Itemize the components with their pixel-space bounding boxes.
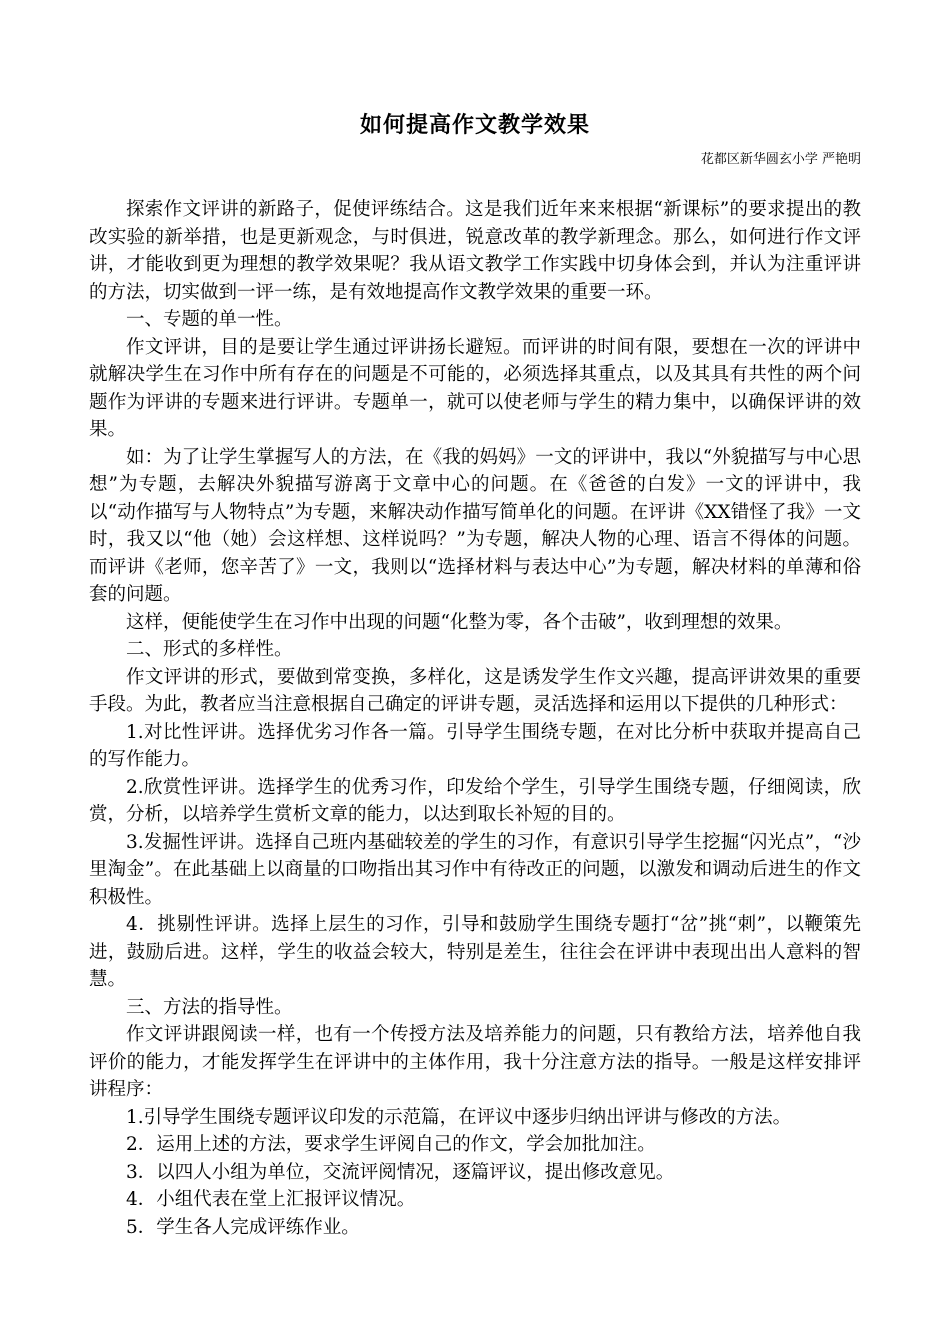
list-item: 2.欣赏性评讲。选择学生的优秀习作，印发给个学生，引导学生围绕专题，仔细阅读，欣赏，分析，以培养学生赏析文章的能力，以达到取长补短的目的。 bbox=[89, 776, 861, 825]
section-heading: 二、形式的多样性。 bbox=[126, 639, 293, 660]
list-item: 1.对比性评讲。选择优劣习作各一篇。引导学生围绕专题，在对比分析中获取并提高自己的写作能力。 bbox=[89, 721, 861, 770]
body-paragraph: 作文评讲的形式，要做到常变换，多样化，这是诱发学生作文兴趣，提高评讲效果的重要手段。为此，教者应当注意根据自己确定的评讲专题，灵活选择和运用以下提供的几种形式： bbox=[89, 666, 861, 715]
document-page bbox=[89, 0, 861, 1344]
body-paragraph: 作文评讲跟阅读一样，也有一个传授方法及培养能力的问题，只有教给方法，培养他自我评价的能力，才能发挥学生在评讲中的主体作用，我十分注意方法的指导。一般是这样安排评讲程序： bbox=[89, 1024, 861, 1100]
list-item: 4．小组代表在堂上汇报评议情况。 bbox=[126, 1189, 416, 1210]
document-author: 花都区新华圆玄小学 严艳明 bbox=[700, 152, 861, 167]
list-item: 3.发掘性评讲。选择自己班内基础较差的学生的习作，有意识引导学生挖掘“闪光点”，“沙里淘金”。在此基础上以商量的口吻指出其习作中有待改正的问题，以激发和调动后进生的作文积极性。 bbox=[89, 831, 861, 908]
list-item: 3．以四人小组为单位，交流评阅情况，逐篇评议，提出修改意见。 bbox=[126, 1161, 675, 1183]
section-heading: 一、专题的单一性。 bbox=[126, 309, 293, 330]
list-item: 4．挑剔性评讲。选择上层生的习作，引导和鼓励学生围绕专题打“岔”挑“刺”，以鞭策先进，鼓励后进。这样，学生的收益会较大，特别是差生，往往会在评讲中表现出出人意料的智慧。 bbox=[89, 914, 861, 990]
document-title: 如何提高作文教学效果 bbox=[359, 112, 590, 138]
document-body bbox=[89, 196, 861, 1241]
list-item: 5．学生各人完成评练作业。 bbox=[126, 1216, 360, 1238]
list-item: 2．运用上述的方法，要求学生评阅自己的作文，学会加批加注。 bbox=[126, 1134, 656, 1155]
body-paragraph: 探索作文评讲的新路子，促使评练结合。这是我们近年来来根据“新课标”的要求提出的教改实验的新举措，也是更新观念，与时俱进，锐意改革的教学新理念。那么，如何进行作文评讲，才能收到更为理想的教学效果呢？我从语文教学工作实践中切身体会到，并认为注重评讲的方法，切实做到一评一练，是有效地提高作文教学效果的重要一环。 bbox=[89, 199, 861, 303]
section-heading: 三、方法的指导性。 bbox=[126, 996, 293, 1018]
body-paragraph: 作文评讲，目的是要让学生通过评讲扬长避短。而评讲的时间有限，要想在一次的评讲中就解决学生在习作中所有存在的问题是不可能的，必须选择其重点，以及其具有共性的两个问题作为评讲的专题来进行评讲。专题单一，就可以使老师与学生的精力集中，以确保评讲的效果。 bbox=[89, 336, 861, 440]
body-paragraph: 如：为了让学生掌握写人的方法，在《我的妈妈》一文的评讲中，我以“外貌描写与中心思想”为专题，去解决外貌描写游离于文章中心的问题。在《爸爸的白发》一文的评讲中，我以“动作描写与人物特点”为专题，来解决动作描写简单化的问题。在评讲《XX错怪了我》一文时，我又以“他（她）会这样想、这样说吗？”为专题，解决人物的心理、语言不得体的问题。而评讲《老师，您辛苦了》一文，我则以“选择材料与表达中心”为专题，解决材料的单薄和俗套的问题。 bbox=[89, 446, 861, 605]
body-paragraph: 这样，便能使学生在习作中出现的问题“化整为零，各个击破”，收到理想的效果。 bbox=[126, 611, 793, 633]
list-item: 1.引导学生围绕专题评议印发的示范篇，在评议中逐步归纳出评讲与修改的方法。 bbox=[126, 1106, 792, 1128]
